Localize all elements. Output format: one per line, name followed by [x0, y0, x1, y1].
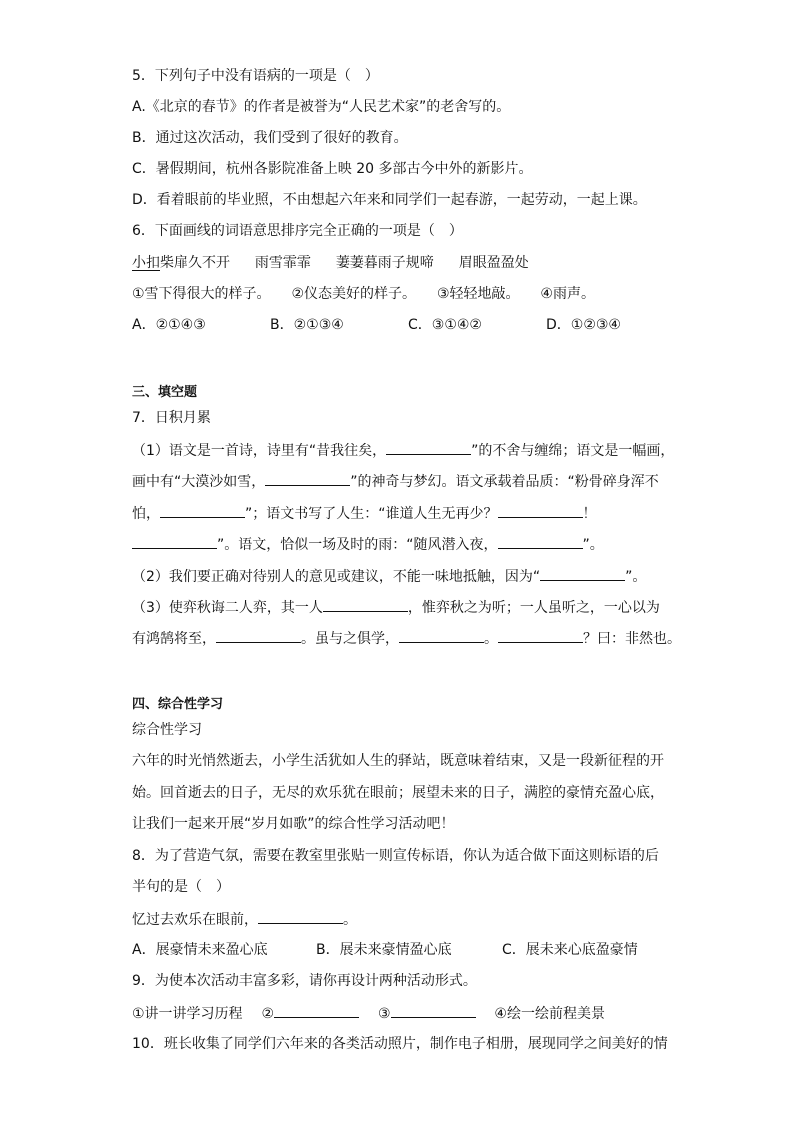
intro-line1: 六年的时光悄然逝去，小学生活犹如人生的驿站，既意味着结束，又是一段新征程的开: [132, 753, 664, 769]
q6-option-a: A．②①④③: [132, 317, 206, 333]
q7-p1-text: ”的不舍与缠绵；语文是一幅画，: [471, 443, 675, 459]
intro-line2: 始。回首逝去的日子，无尽的欢乐犹在眼前；展望未来的日子，满腔的豪情充盈心底，: [132, 785, 664, 801]
q6-meanings: [132, 284, 595, 304]
q6-word2: 雨雪霏霏: [254, 255, 311, 271]
q5-stem: 5．下列句子中没有语病的一项是（ ）: [132, 68, 379, 84]
q6-meaning2: ②仪态美好的样子。: [291, 286, 417, 302]
q6-options: [132, 315, 621, 335]
q9-activity2-label: ②: [261, 1006, 275, 1022]
q8-option-a: A．展豪情未来盈心底: [132, 942, 268, 958]
q7-p1-text: 怕，: [132, 506, 160, 522]
q7-p1-text: ！: [582, 506, 597, 522]
q7-p1-line2: [132, 470, 659, 492]
q6-meaning4: ④雨声。: [540, 286, 595, 302]
q6-word1-rest: 柴扉久不开: [160, 255, 230, 271]
answer-blank[interactable]: [498, 627, 583, 643]
q7-p1-text: ”；语文书写了人生：“谁道人生无再少？: [245, 506, 498, 522]
q6-option-c: C．③①④②: [408, 317, 482, 333]
q7-p1-text: ”。语文，恰似一场及时的雨：“随风潜入夜，: [217, 537, 498, 553]
q7-p3-text: 有鸿鹄将至，: [132, 631, 216, 647]
answer-blank[interactable]: [265, 470, 350, 486]
q8-slogan-text: 忆过去欢乐在眼前，: [132, 912, 258, 928]
answer-blank[interactable]: [323, 596, 408, 612]
q7-p3-text: 。虽与之俱学，: [301, 631, 399, 647]
q7-stem: 7．日积月累: [132, 410, 211, 426]
q8-option-c: C．展未来心底盈豪情: [502, 942, 638, 958]
q9-activity4: ④绘一绘前程美景: [494, 1006, 605, 1022]
q7-p1-line3: [132, 502, 597, 524]
q5-option-d: D．看着眼前的毕业照，不由想起六年来和同学们一起春游，一起劳动，一起上课。: [132, 192, 647, 208]
q6-word3: 萋萋暮雨子规啼: [335, 255, 434, 271]
q7-p1-text: （1）语文是一首诗，诗里有“昔我往矣，: [132, 443, 387, 459]
q7-p3-text: ，惟弈秋之为听；一人虽听之，一心以为: [407, 600, 660, 616]
answer-blank[interactable]: [540, 565, 625, 581]
answer-blank[interactable]: [216, 627, 301, 643]
q7-p1-text: 画中有“大漠沙如雪，: [132, 474, 266, 490]
q8-stem-line1: 8．为了营造气氛，需要在教室里张贴一则宣传标语，你认为适合做下面这则标语的后: [132, 848, 659, 864]
q6-meaning3: ③轻轻地敲。: [436, 286, 520, 302]
q5-option-c: C．暑假期间，杭州各影院准备上映 20 多部古今中外的新影片。: [132, 161, 533, 177]
q7-p3-text: ？曰：非然也。: [583, 631, 681, 647]
q8-slogan: [132, 908, 357, 930]
section3-title: 三、填空题: [132, 385, 198, 400]
q6-meaning1: ①雪下得很大的样子。: [132, 286, 271, 302]
answer-blank[interactable]: [160, 502, 245, 518]
q9-activities: [132, 1002, 605, 1024]
intro-line3: 让我们一起来开展“岁月如歌”的综合性学习活动吧！: [132, 816, 455, 832]
answer-blank[interactable]: [132, 533, 217, 549]
q9-activity3-label: ③: [377, 1006, 391, 1022]
q7-p2-text: ”。: [625, 569, 647, 585]
q9-stem: 9．为使本次活动丰富多彩，请你再设计两种活动形式。: [132, 973, 477, 989]
section4-title: 四、综合性学习: [132, 697, 224, 712]
q7-p1-line4: [132, 533, 604, 555]
q8-option-b: B．展未来豪情盈心底: [316, 942, 452, 958]
q6-stem: 6．下面画线的词语意思排序完全正确的一项是（ ）: [132, 223, 463, 239]
q7-p3-text: （3）使弈秋诲二人弈，其一人: [132, 600, 323, 616]
q7-p2-text: （2）我们要正确对待别人的意见或建议，不能一味地抵触，因为“: [132, 569, 541, 585]
q8-stem-line2: 半句的是（ ）: [132, 879, 230, 895]
q10-stem: 10．班长收集了同学们六年来的各类活动照片，制作电子相册，展现同学之间美好的情: [132, 1036, 668, 1052]
q6-word4: 眉眼盈盈处: [458, 255, 529, 271]
answer-blank[interactable]: [498, 502, 583, 518]
section4-subtitle: 综合性学习: [132, 722, 202, 738]
answer-blank[interactable]: [399, 627, 484, 643]
q7-p1-text: ”的神奇与梦幻。语文承载着品质：“粉骨碎身浑不: [350, 474, 659, 490]
q6-words: [132, 253, 529, 273]
q7-p3-text: 。: [484, 631, 498, 647]
q7-p1-line1: [132, 439, 674, 461]
q8-slogan-text: 。: [343, 912, 357, 928]
answer-blank[interactable]: [258, 908, 343, 924]
q6-option-d: D．①②③④: [546, 317, 621, 333]
q7-p1-text: ”。: [582, 537, 604, 553]
answer-blank[interactable]: [274, 1002, 359, 1018]
q7-p3-line2: [132, 627, 681, 649]
q5-option-a: A.《北京的春节》的作者是被誉为“人民艺术家”的老舍写的。: [132, 99, 511, 115]
answer-blank[interactable]: [391, 1002, 476, 1018]
q9-activity1: ①讲一讲学习历程: [132, 1006, 243, 1022]
answer-blank[interactable]: [386, 439, 471, 455]
q7-p3-line1: [132, 596, 660, 618]
answer-blank[interactable]: [498, 533, 583, 549]
q5-option-b: B．通过这次活动，我们受到了很好的教育。: [132, 130, 408, 146]
q7-p2: [132, 565, 646, 587]
q6-word1-underlined: 小扣: [132, 255, 160, 271]
q6-option-b: B．②①③④: [270, 317, 344, 333]
q8-options: [132, 940, 638, 960]
